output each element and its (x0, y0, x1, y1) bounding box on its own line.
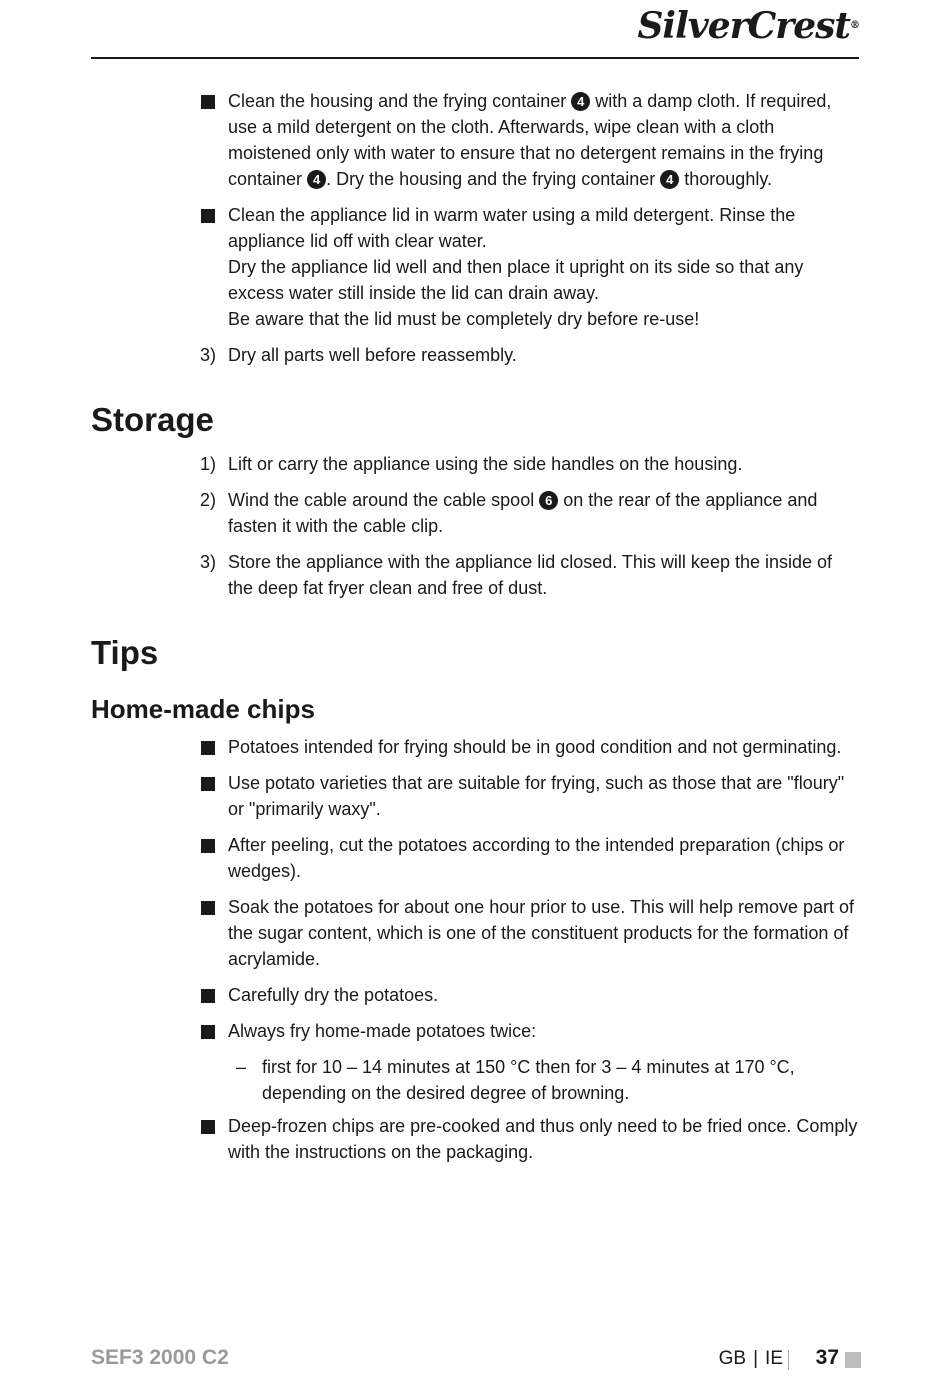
list-item: Always fry home-made potatoes twice: (91, 1018, 861, 1044)
step-number: 3) (200, 345, 217, 365)
footer-divider (788, 1350, 789, 1370)
part-number-badge: 4 (571, 92, 590, 111)
part-number-badge: 4 (307, 170, 326, 189)
dash-marker: – (236, 1057, 247, 1077)
page-header (91, 0, 859, 60)
part-number-badge: 4 (660, 170, 679, 189)
brand-logo (637, 4, 859, 48)
sub-list-item: – first for 10 – 14 minutes at 150 °C then for 3 – 4 minutes at 170 °C, depending on the desired degree of browning. (91, 1054, 861, 1106)
part-number-badge: 6 (539, 491, 558, 510)
bullet-icon (201, 777, 215, 791)
list-item: Clean the housing and the frying container 4 with a damp cloth. If required, use a mild detergent on the cloth. Afterwards, wipe clean with a cloth moistened only with water to ensure that no detergent remains in the frying container 4 . Dry the housing and the frying container 4 thoroughly. (91, 88, 861, 192)
bullet-icon (201, 741, 215, 755)
model-number: SEF3 2000 C2 (91, 1346, 229, 1369)
bullet-icon (201, 1025, 215, 1039)
numbered-item: 3) Dry all parts well before reassembly. (91, 342, 861, 368)
list-item: Soak the potatoes for about one hour prior to use. This will help remove part of the sugar content, which is one of the constituent products for the formation of acrylamide. (91, 894, 861, 972)
bullet-icon (201, 209, 215, 223)
page-number: 37 (815, 1346, 839, 1369)
subsection-title-home-made-chips: Home-made chips (91, 694, 315, 724)
page-footer (91, 1346, 861, 1376)
bullet-icon (201, 95, 215, 109)
numbered-item: 2) Wind the cable around the cable spool 6 on the rear of the appliance and fasten it with the cable clip. (91, 487, 861, 539)
bullet-icon (201, 1120, 215, 1134)
page-marker-icon (845, 1352, 861, 1368)
list-item: Potatoes intended for frying should be in good condition and not germinating. (91, 734, 861, 760)
header-divider (91, 57, 859, 59)
list-item: Clean the appliance lid in warm water using a mild detergent. Rinse the appliance lid off with clear water. Dry the appliance lid well and then place it upright on its side so that any excess water still inside the lid can drain away. Be aware that the lid must be completely dry before re-use! (91, 202, 861, 332)
list-item: Deep-frozen chips are pre-cooked and thus only need to be fried once. Comply with the instructions on the packaging. (91, 1113, 861, 1165)
numbered-item: 1) Lift or carry the appliance using the side handles on the housing. (91, 451, 861, 477)
step-number: 1) (200, 454, 217, 474)
list-item: Carefully dry the potatoes. (91, 982, 861, 1008)
language-codes: GB | IE (718, 1348, 783, 1369)
step-number: 2) (200, 490, 217, 510)
list-item: Use potato varieties that are suitable for frying, such as those that are "floury" or "primarily waxy". (91, 770, 861, 822)
bullet-icon (201, 839, 215, 853)
registered-mark: ® (850, 20, 859, 31)
step-number: 3) (200, 552, 217, 572)
language-separator: | (753, 1348, 759, 1369)
section-title-storage: Storage (91, 401, 214, 438)
numbered-item: 3) Store the appliance with the appliance lid closed. This will keep the inside of the deep fat fryer clean and free of dust. (91, 549, 861, 601)
bullet-icon (201, 989, 215, 1003)
brand-name: SilverCrest (637, 5, 850, 47)
bullet-icon (201, 901, 215, 915)
list-item: After peeling, cut the potatoes according to the intended preparation (chips or wedges). (91, 832, 861, 884)
section-title-tips: Tips (91, 634, 159, 671)
page-content (91, 88, 861, 1165)
